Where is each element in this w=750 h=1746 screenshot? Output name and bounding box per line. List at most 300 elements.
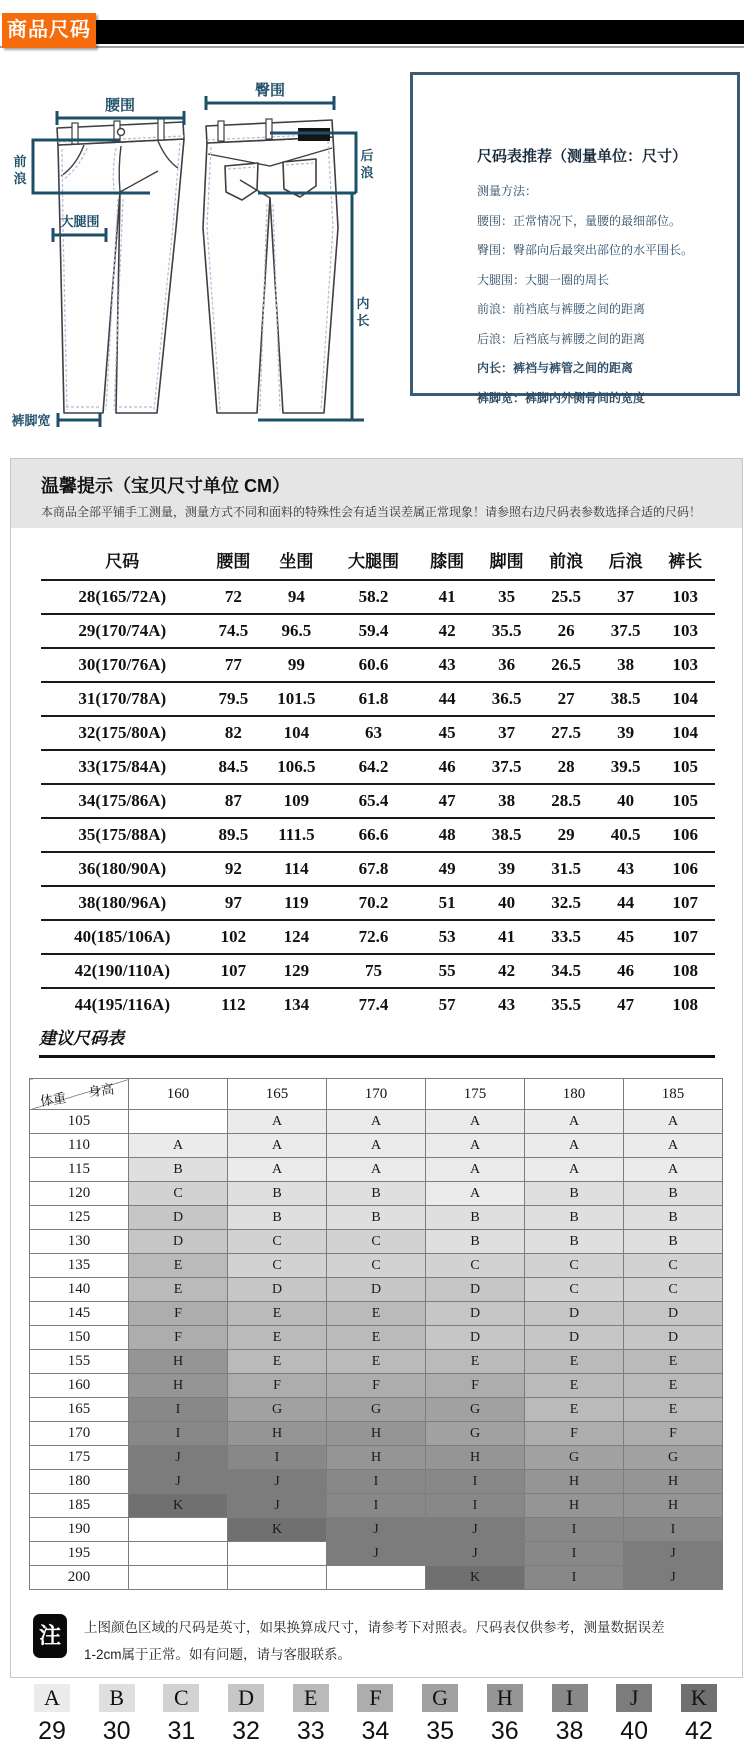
weight-axis-label: 体重 bbox=[39, 1090, 68, 1109]
size-cell-value: 57 bbox=[438, 995, 456, 1014]
size-cell-value: 35 bbox=[498, 587, 516, 606]
size-cell-value: 106 bbox=[672, 825, 698, 844]
size-cell-label: 44(195/116A) bbox=[74, 995, 170, 1014]
measurement-guide-lines bbox=[477, 182, 729, 406]
size-cell-value: 72 bbox=[224, 587, 242, 606]
note-section bbox=[33, 1614, 742, 1668]
size-cell-value: 102 bbox=[220, 927, 247, 946]
size-cell-value: 112 bbox=[221, 995, 246, 1014]
matrix-size-cell bbox=[129, 1542, 228, 1566]
matrix-size-cell: E bbox=[327, 1326, 426, 1350]
matrix-size-cell: D bbox=[426, 1326, 525, 1350]
matrix-size-cell: B bbox=[426, 1230, 525, 1254]
matrix-size-cell: G bbox=[426, 1398, 525, 1422]
matrix-size-cell: C bbox=[426, 1254, 525, 1278]
inseam-label: 内 bbox=[356, 296, 370, 311]
size-cell-value: 114 bbox=[284, 859, 309, 878]
legend-item bbox=[92, 1684, 142, 1746]
size-cell-value: 99 bbox=[287, 655, 305, 674]
size-cell-value: 43 bbox=[498, 995, 516, 1014]
size-col-header: 尺码 bbox=[105, 552, 140, 571]
matrix-size-cell: E bbox=[327, 1302, 426, 1326]
size-cell-value: 84.5 bbox=[218, 757, 249, 776]
size-cell-value: 107 bbox=[672, 927, 698, 946]
matrix-size-cell: J bbox=[327, 1518, 426, 1542]
matrix-size-cell: H bbox=[228, 1422, 327, 1446]
matrix-size-cell: E bbox=[624, 1398, 723, 1422]
matrix-size-cell: H bbox=[525, 1494, 624, 1518]
size-col-header: 膝围 bbox=[430, 552, 465, 571]
matrix-weight-cell: 105 bbox=[30, 1110, 129, 1134]
size-cell-value: 37 bbox=[498, 723, 516, 742]
size-cell-value: 44 bbox=[617, 893, 635, 912]
matrix-weight-cell: 150 bbox=[30, 1326, 129, 1350]
measurement-guide-line: 前浪：前裆底与裤腰之间的距离 bbox=[477, 302, 646, 316]
size-col-header: 坐围 bbox=[279, 552, 314, 571]
matrix-size-cell: A bbox=[624, 1134, 723, 1158]
measurement-guide-line: 后浪：后裆底与裤腰之间的距离 bbox=[477, 331, 646, 346]
matrix-row bbox=[30, 1230, 723, 1254]
size-col-header: 前浪 bbox=[549, 552, 584, 571]
matrix-size-cell: A bbox=[426, 1134, 525, 1158]
matrix-size-cell: D bbox=[426, 1302, 525, 1326]
matrix-weight-cell: 115 bbox=[30, 1158, 129, 1182]
size-cell-value: 103 bbox=[672, 655, 698, 674]
size-cell-value: 40 bbox=[617, 791, 635, 810]
size-cell-value: 111.5 bbox=[278, 825, 315, 844]
matrix-size-cell: K bbox=[228, 1518, 327, 1542]
matrix-size-cell: K bbox=[426, 1566, 525, 1590]
matrix-row bbox=[30, 1398, 723, 1422]
size-cell-value: 41 bbox=[498, 927, 516, 946]
size-col-header: 后浪 bbox=[608, 552, 643, 571]
size-cell-value: 66.6 bbox=[358, 825, 389, 844]
section-badge-product-size: 商品尺码 bbox=[2, 13, 96, 48]
matrix-size-cell: J bbox=[426, 1518, 525, 1542]
size-cell-value: 26 bbox=[557, 621, 575, 640]
size-cell-value: 79.5 bbox=[218, 689, 249, 708]
size-cell-value: 97 bbox=[224, 893, 242, 912]
matrix-size-cell: B bbox=[624, 1182, 723, 1206]
size-cell-value: 35.5 bbox=[551, 995, 582, 1014]
matrix-size-cell: E bbox=[129, 1254, 228, 1278]
size-cell-value: 27 bbox=[557, 689, 575, 708]
matrix-size-cell: J bbox=[624, 1542, 723, 1566]
size-table-row bbox=[41, 920, 715, 954]
size-cell-value: 67.8 bbox=[358, 859, 389, 878]
header-divider bbox=[0, 46, 744, 48]
measurement-guide-line: 大腿围：大腿一圈的周长 bbox=[477, 272, 610, 287]
matrix-size-cell: J bbox=[327, 1542, 426, 1566]
matrix-size-cell: B bbox=[624, 1206, 723, 1230]
size-cell-value: 35.5 bbox=[491, 621, 522, 640]
size-cell-value: 36.5 bbox=[491, 689, 522, 708]
matrix-size-cell bbox=[129, 1110, 228, 1134]
matrix-weight-cell: 165 bbox=[30, 1398, 129, 1422]
matrix-size-cell: H bbox=[129, 1374, 228, 1398]
size-cell-value: 58.2 bbox=[358, 587, 389, 606]
matrix-size-cell: C bbox=[624, 1278, 723, 1302]
pants-back-view bbox=[203, 119, 338, 413]
matrix-size-cell: F bbox=[426, 1374, 525, 1398]
legend-item bbox=[350, 1684, 400, 1746]
matrix-size-cell: E bbox=[624, 1374, 723, 1398]
size-cell-value: 33.5 bbox=[551, 927, 582, 946]
size-cell-value: 107 bbox=[672, 893, 698, 912]
matrix-size-cell: E bbox=[129, 1278, 228, 1302]
matrix-size-cell: H bbox=[129, 1350, 228, 1374]
matrix-weight-cell: 200 bbox=[30, 1566, 129, 1590]
size-col-header: 裤长 bbox=[668, 552, 703, 571]
matrix-row bbox=[30, 1326, 723, 1350]
legend-letter-tile: I bbox=[552, 1684, 588, 1712]
matrix-size-cell: B bbox=[129, 1158, 228, 1182]
legend-letter-tile: E bbox=[293, 1684, 329, 1712]
matrix-size-cell: C bbox=[624, 1254, 723, 1278]
size-cell-value: 106.5 bbox=[277, 757, 316, 776]
matrix-size-cell: J bbox=[129, 1446, 228, 1470]
size-cell-value: 53 bbox=[438, 927, 456, 946]
size-cell-value: 96.5 bbox=[281, 621, 312, 640]
size-cell-value: 40.5 bbox=[610, 825, 641, 844]
matrix-size-cell: D bbox=[129, 1230, 228, 1254]
matrix-size-cell: I bbox=[426, 1494, 525, 1518]
matrix-size-cell: C bbox=[327, 1254, 426, 1278]
size-cell-value: 124 bbox=[283, 927, 310, 946]
size-cell-value: 61.8 bbox=[358, 689, 389, 708]
size-cell-value: 37.5 bbox=[491, 757, 522, 776]
matrix-size-cell: F bbox=[624, 1422, 723, 1446]
size-cell-label: 30(170/76A) bbox=[78, 655, 167, 674]
matrix-size-cell: D bbox=[525, 1302, 624, 1326]
pants-front-view bbox=[57, 119, 184, 413]
size-cell-value: 37.5 bbox=[610, 621, 641, 640]
size-cell-value: 103 bbox=[672, 621, 698, 640]
matrix-size-cell: B bbox=[327, 1206, 426, 1230]
matrix-size-cell: H bbox=[327, 1446, 426, 1470]
size-cell-value: 42 bbox=[498, 961, 516, 980]
matrix-weight-cell: 130 bbox=[30, 1230, 129, 1254]
size-cell-value: 38 bbox=[617, 655, 635, 674]
size-cell-value: 77.4 bbox=[358, 995, 389, 1014]
size-table-row bbox=[41, 886, 715, 920]
matrix-size-cell bbox=[129, 1518, 228, 1542]
note-line-1: 上图颜色区域的尺码是英寸，如果换算成尺寸，请参考下对照表。尺码表仅供参考，测量数据误差 bbox=[84, 1620, 665, 1635]
matrix-size-cell: C bbox=[228, 1230, 327, 1254]
legend-item bbox=[286, 1684, 336, 1746]
matrix-size-cell: I bbox=[525, 1542, 624, 1566]
matrix-size-cell bbox=[228, 1542, 327, 1566]
matrix-height-header: 170 bbox=[327, 1079, 426, 1110]
size-cell-value: 74.5 bbox=[218, 621, 249, 640]
size-legend bbox=[27, 1684, 724, 1746]
legend-item bbox=[609, 1684, 659, 1746]
matrix-size-cell: J bbox=[228, 1494, 327, 1518]
matrix-size-cell: F bbox=[129, 1302, 228, 1326]
matrix-size-cell: D bbox=[327, 1278, 426, 1302]
size-cell-label: 31(170/78A) bbox=[78, 689, 167, 708]
matrix-size-cell: C bbox=[327, 1230, 426, 1254]
legend-size-number: 29 bbox=[38, 1717, 66, 1745]
measurement-guide-line: 内长：裤裆与裤管之间的距离 bbox=[477, 361, 634, 375]
size-table-row bbox=[41, 852, 715, 886]
matrix-size-cell: E bbox=[525, 1398, 624, 1422]
matrix-row bbox=[30, 1158, 723, 1182]
matrix-height-header: 175 bbox=[426, 1079, 525, 1110]
matrix-size-cell: H bbox=[525, 1470, 624, 1494]
matrix-row bbox=[30, 1494, 723, 1518]
size-cell-value: 119 bbox=[284, 893, 309, 912]
size-cell-value: 25.5 bbox=[551, 587, 582, 606]
matrix-size-cell: E bbox=[228, 1326, 327, 1350]
size-cell-value: 42 bbox=[438, 621, 456, 640]
matrix-size-cell: A bbox=[327, 1134, 426, 1158]
size-cell-label: 40(185/106A) bbox=[74, 927, 171, 946]
matrix-weight-cell: 120 bbox=[30, 1182, 129, 1206]
matrix-size-cell: G bbox=[426, 1422, 525, 1446]
legend-letter-tile: G bbox=[422, 1684, 458, 1712]
matrix-size-cell: J bbox=[129, 1470, 228, 1494]
matrix-row bbox=[30, 1446, 723, 1470]
matrix-weight-cell: 155 bbox=[30, 1350, 129, 1374]
matrix-size-cell: D bbox=[624, 1326, 723, 1350]
matrix-size-cell: I bbox=[129, 1398, 228, 1422]
note-line-2: 1-2cm属于正常。如有问题，请与客服联系。 bbox=[84, 1647, 352, 1662]
legend-item bbox=[674, 1684, 724, 1746]
size-cell-value: 63 bbox=[364, 723, 382, 742]
size-cell-value: 47 bbox=[438, 791, 456, 810]
matrix-size-cell: A bbox=[129, 1134, 228, 1158]
size-cell-label: 28(165/72A) bbox=[78, 587, 167, 606]
matrix-size-cell: E bbox=[525, 1374, 624, 1398]
leg-opening-label: 裤脚宽 bbox=[11, 413, 51, 428]
matrix-size-cell: J bbox=[426, 1542, 525, 1566]
size-cell-value: 105 bbox=[672, 791, 698, 810]
matrix-size-cell: J bbox=[228, 1470, 327, 1494]
matrix-size-cell: A bbox=[228, 1110, 327, 1134]
size-cell-value: 48 bbox=[438, 825, 456, 844]
matrix-size-cell: B bbox=[525, 1230, 624, 1254]
size-cell-value: 82 bbox=[224, 723, 242, 742]
legend-size-number: 40 bbox=[620, 1717, 649, 1745]
size-cell-value: 37 bbox=[617, 587, 635, 606]
matrix-weight-cell: 175 bbox=[30, 1446, 129, 1470]
matrix-size-cell: G bbox=[228, 1398, 327, 1422]
legend-size-number: 30 bbox=[102, 1717, 131, 1745]
size-table-row bbox=[41, 682, 715, 716]
size-cell-value: 94 bbox=[287, 587, 305, 606]
svg-text:浪: 浪 bbox=[13, 171, 27, 186]
size-cell-value: 106 bbox=[672, 859, 698, 878]
matrix-weight-cell: 170 bbox=[30, 1422, 129, 1446]
legend-item bbox=[415, 1684, 465, 1746]
size-table bbox=[41, 540, 715, 1021]
legend-letter-tile: A bbox=[34, 1684, 70, 1712]
size-cell-value: 104 bbox=[672, 723, 698, 742]
matrix-size-cell bbox=[129, 1566, 228, 1590]
size-cell-value: 51 bbox=[438, 893, 456, 912]
size-table-row bbox=[41, 750, 715, 784]
size-cell-value: 41 bbox=[438, 587, 456, 606]
matrix-size-cell: H bbox=[624, 1494, 723, 1518]
matrix-row bbox=[30, 1470, 723, 1494]
size-cell-value: 105 bbox=[672, 757, 698, 776]
size-cell-value: 39 bbox=[498, 859, 516, 878]
matrix-height-header: 165 bbox=[228, 1079, 327, 1110]
matrix-weight-cell: 125 bbox=[30, 1206, 129, 1230]
matrix-weight-cell: 185 bbox=[30, 1494, 129, 1518]
legend-size-number: 31 bbox=[167, 1717, 196, 1745]
legend-item bbox=[480, 1684, 530, 1746]
matrix-row bbox=[30, 1566, 723, 1590]
size-cell-value: 47 bbox=[617, 995, 635, 1014]
legend-item bbox=[156, 1684, 206, 1746]
matrix-height-header: 185 bbox=[624, 1079, 723, 1110]
front-rise-label: 前 bbox=[13, 154, 27, 169]
matrix-row bbox=[30, 1206, 723, 1230]
matrix-size-cell: J bbox=[624, 1566, 723, 1590]
measurement-guide-line: 测量方法： bbox=[477, 184, 538, 198]
matrix-size-cell: G bbox=[525, 1446, 624, 1470]
size-col-header: 腰围 bbox=[216, 552, 251, 571]
matrix-weight-cell: 145 bbox=[30, 1302, 129, 1326]
matrix-weight-cell: 110 bbox=[30, 1134, 129, 1158]
svg-text:浪: 浪 bbox=[360, 165, 374, 180]
matrix-size-cell: A bbox=[525, 1134, 624, 1158]
size-cell-value: 87 bbox=[224, 791, 242, 810]
size-table-row bbox=[41, 614, 715, 648]
matrix-corner-cell bbox=[30, 1079, 129, 1110]
size-table-row bbox=[41, 954, 715, 988]
matrix-size-cell: I bbox=[525, 1566, 624, 1590]
legend-size-number: 36 bbox=[490, 1717, 519, 1745]
matrix-size-cell: D bbox=[426, 1278, 525, 1302]
size-table-header-row bbox=[41, 540, 715, 580]
size-cell-value: 108 bbox=[672, 961, 698, 980]
matrix-row bbox=[30, 1518, 723, 1542]
size-cell-value: 129 bbox=[283, 961, 310, 980]
matrix-size-cell: B bbox=[228, 1182, 327, 1206]
size-table-row bbox=[41, 818, 715, 852]
matrix-size-cell: G bbox=[624, 1446, 723, 1470]
matrix-size-cell: E bbox=[624, 1350, 723, 1374]
matrix-size-cell: A bbox=[624, 1158, 723, 1182]
matrix-size-cell: F bbox=[228, 1374, 327, 1398]
legend-size-number: 32 bbox=[232, 1717, 260, 1745]
measurement-guide-box bbox=[410, 72, 740, 405]
matrix-size-cell: I bbox=[327, 1470, 426, 1494]
size-cell-value: 31.5 bbox=[551, 859, 582, 878]
size-cell-value: 65.4 bbox=[358, 791, 389, 810]
size-cell-value: 27.5 bbox=[551, 723, 582, 742]
matrix-size-cell: A bbox=[525, 1158, 624, 1182]
matrix-size-cell: C bbox=[129, 1182, 228, 1206]
size-cell-value: 45 bbox=[438, 723, 456, 742]
matrix-size-cell: A bbox=[327, 1110, 426, 1134]
size-cell-value: 107 bbox=[220, 961, 247, 980]
size-cell-value: 59.4 bbox=[358, 621, 389, 640]
size-cell-value: 36 bbox=[498, 655, 516, 674]
size-info-panel bbox=[10, 458, 743, 1745]
size-cell-value: 92 bbox=[224, 859, 242, 878]
size-cell-value: 28 bbox=[557, 757, 575, 776]
legend-item bbox=[221, 1684, 271, 1746]
warm-tip-strip bbox=[11, 459, 742, 528]
matrix-row bbox=[30, 1350, 723, 1374]
matrix-row bbox=[30, 1422, 723, 1446]
size-cell-value: 44 bbox=[438, 689, 456, 708]
size-cell-value: 109 bbox=[283, 791, 310, 810]
matrix-size-cell: B bbox=[624, 1230, 723, 1254]
legend-letter-tile: C bbox=[163, 1684, 199, 1712]
matrix-size-cell: A bbox=[426, 1110, 525, 1134]
matrix-header-row bbox=[30, 1079, 723, 1110]
legend-letter-tile: K bbox=[681, 1684, 717, 1712]
matrix-size-cell: A bbox=[624, 1110, 723, 1134]
matrix-size-cell: D bbox=[129, 1206, 228, 1230]
matrix-size-cell: A bbox=[426, 1182, 525, 1206]
size-table-row bbox=[41, 784, 715, 818]
legend-letter-tile: F bbox=[357, 1684, 393, 1712]
matrix-row bbox=[30, 1374, 723, 1398]
matrix-size-cell: E bbox=[228, 1350, 327, 1374]
height-axis-label: 身高 bbox=[87, 1081, 116, 1100]
matrix-weight-cell: 140 bbox=[30, 1278, 129, 1302]
matrix-size-cell: A bbox=[327, 1158, 426, 1182]
matrix-weight-cell: 160 bbox=[30, 1374, 129, 1398]
matrix-body bbox=[30, 1110, 723, 1590]
size-cell-value: 39.5 bbox=[610, 757, 641, 776]
size-cell-value: 40 bbox=[498, 893, 516, 912]
matrix-weight-cell: 135 bbox=[30, 1254, 129, 1278]
size-cell-value: 46 bbox=[617, 961, 635, 980]
matrix-size-cell: E bbox=[327, 1350, 426, 1374]
size-cell-value: 39 bbox=[617, 723, 635, 742]
thigh-label: 大腿围 bbox=[60, 214, 100, 229]
matrix-size-cell: F bbox=[525, 1422, 624, 1446]
legend-size-number: 38 bbox=[555, 1717, 584, 1745]
matrix-row bbox=[30, 1278, 723, 1302]
matrix-size-cell bbox=[327, 1566, 426, 1590]
size-table-body bbox=[41, 580, 715, 1021]
matrix-size-cell: A bbox=[525, 1110, 624, 1134]
size-table-row bbox=[41, 580, 715, 614]
size-cell-value: 103 bbox=[672, 587, 698, 606]
matrix-size-cell: I bbox=[426, 1470, 525, 1494]
legend-letter-tile: B bbox=[99, 1684, 135, 1712]
size-cell-value: 29 bbox=[557, 825, 575, 844]
measurement-guide-line: 臀围：臀部向后最突出部位的水平围长。 bbox=[477, 243, 694, 257]
legend-letter-tile: D bbox=[228, 1684, 264, 1712]
size-cell-value: 38 bbox=[498, 791, 516, 810]
size-cell-value: 77 bbox=[224, 655, 242, 674]
size-table-row bbox=[41, 988, 715, 1021]
matrix-weight-cell: 195 bbox=[30, 1542, 129, 1566]
waist-label: 腰围 bbox=[104, 97, 136, 114]
size-cell-label: 33(175/84A) bbox=[78, 757, 167, 776]
matrix-size-cell: H bbox=[624, 1470, 723, 1494]
matrix-size-cell: I bbox=[327, 1494, 426, 1518]
size-cell-value: 38.5 bbox=[491, 825, 522, 844]
hip-label: 臀围 bbox=[254, 82, 286, 99]
matrix-size-cell: D bbox=[624, 1302, 723, 1326]
matrix-size-cell: B bbox=[327, 1182, 426, 1206]
matrix-size-cell: B bbox=[525, 1206, 624, 1230]
warm-tip-title: 温馨提示（宝贝尺寸单位 CM） bbox=[41, 476, 290, 496]
header-black-bar bbox=[94, 20, 744, 44]
measurement-guide-title: 尺码表推荐（测量单位：尺寸） bbox=[477, 148, 688, 165]
matrix-size-cell: E bbox=[426, 1350, 525, 1374]
